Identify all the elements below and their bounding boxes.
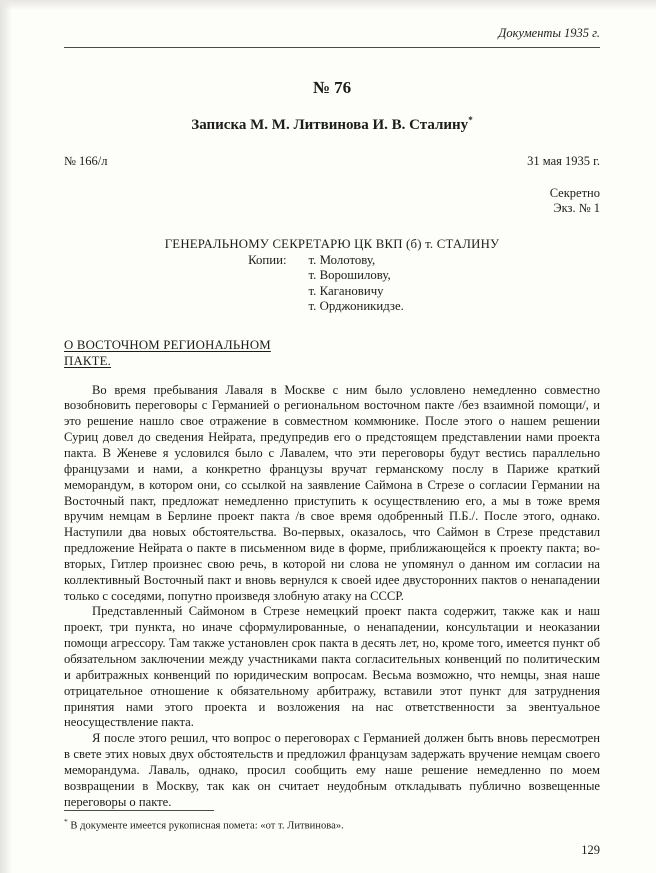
body-paragraph: Я после этого решил, что вопрос о переговорах с Германией должен быть вновь пересмотрен в свете этих новых двух обстоятельств и предложил французам задержать вручение немцам своего меморандума. Лаваль, однако, просил сообщить ему наше решение немедленно по моем возвращении в Москву, так как он считает неудобным откладывать публично возвещенные переговоры о пакте. xyxy=(64,731,600,809)
subject-line-1: О ВОСТОЧНОМ РЕГИОНАЛЬНОМ xyxy=(64,337,271,352)
title-footnote-mark: * xyxy=(468,115,473,125)
document-number: № 76 xyxy=(312,78,352,97)
copy-number: Экз. № 1 xyxy=(553,201,600,215)
page-number: 129 xyxy=(581,842,600,857)
copies-label: Копии: xyxy=(248,253,287,267)
header-rule xyxy=(64,47,600,48)
subject-line-2: ПАКТЕ. xyxy=(64,354,112,369)
subject-heading xyxy=(64,337,600,370)
addressee-line: ГЕНЕРАЛЬНОМУ СЕКРЕТАРЮ ЦК ВКП (б) т. СТАЛИНУ xyxy=(164,237,500,251)
copy-recipient: т. Молотову, xyxy=(308,253,376,267)
document-title xyxy=(64,115,600,134)
footnote xyxy=(64,815,600,833)
copy-recipient: т. Кагановичу xyxy=(308,283,384,298)
document-date: 31 мая 1935 г. xyxy=(527,154,600,168)
document-title-text: Записка М. М. Литвинова И. В. Сталину xyxy=(191,117,469,133)
body-paragraph: Во время пребывания Лаваля в Москве с ним было условлено немедленно совместно возобновить переговоры с Германией о региональном восточном пакте /без взаимной помощи/, и это решение нашло свое отражение в совместном коммюнике. После этого о нашем решении Суриц довел до сведения Нейрата, предупредив его о предстоящем представлении нами проекта пакта. В Женеве я условился было с Лавалем, что эти переговоры будут вестись параллельно французами и нами, а конкретно французы вручат германскому послу в Париже краткий меморандум, в котором они, со ссылкой на заявление Саймона в Стрезе о согласии Германии на Восточный пакт, предложат немедленно приступить к осуществлению его, а мы в тоже время вручим немцам в Берлине проект пакта /в свое время одобренный П.Б./. После этого, однако. Наступили два новых обстоятельства. Во-первых, оказалось, что Саймон в Стрезе представил предложение Нейрата о пакте в письменном виде в форме, приближающейся к проекту пакта; во-вторых, Гитлер произнес свою речь, в которой ни слова не упомянул о данном им согласии на коллективный Восточный пакт и вновь вернулся к своей идее двусторонних пактов о ненападении только с соседями, попутно произведя злобную атаку на СССР. xyxy=(64,382,600,603)
running-head: Документы 1935 г. xyxy=(498,26,600,40)
copy-recipient: т. Ворошилову, xyxy=(308,268,391,283)
footnote-text: В документе имеется рукописная помета: «от т. Литвинова». xyxy=(70,820,344,832)
reference-row xyxy=(64,154,600,169)
body-paragraph: Представленный Саймоном в Стрезе немецкий проект пакта содержит, также как и наш проект, три пункта, но иначе сформулированные, о ненападении, консультации и неоказании помощи агрессору. Там также установлен срок пакта в десять лет, но, кроме того, имеется пункт об обязательном заключении между участниками пакта согласительных конвенций по политическим и арбитражных конвенций по юридическим вопросам. Весьма возможно, что немцы, зная наше отрицательное отношение к обязательному арбитражу, вставили этот пункт для затруднения принятия нами этого проекта и возложения на нас ответственности за эвентуальное неосуществление пакта. xyxy=(64,604,600,730)
document-body xyxy=(64,383,600,811)
copy-recipient: т. Орджоникидзе. xyxy=(308,299,404,314)
reference-number: № 166/л xyxy=(64,154,108,168)
secrecy-label: Секретно xyxy=(549,186,600,200)
copies-block xyxy=(58,253,594,315)
footnote-area xyxy=(64,810,600,860)
copies-list xyxy=(309,253,404,315)
footnote-rule xyxy=(64,810,214,811)
secrecy-block xyxy=(64,186,600,216)
footnote-mark: * xyxy=(64,817,68,827)
